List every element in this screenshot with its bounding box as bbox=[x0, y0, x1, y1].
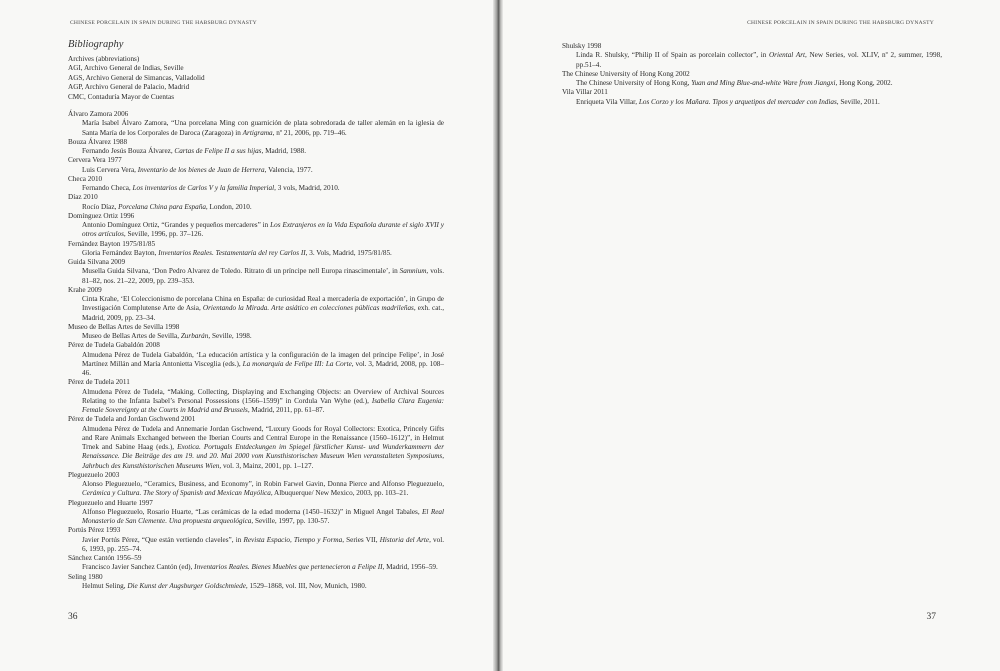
entry-reference: Almudena Pérez de Tudela and Annemarie Jordan Gschwend, “Luxury Goods for Royal Collectors: Exotica, Princely Gifts and Rare Animals Exchanged between the Iberian Courts and Central Europe in the Renaissance (1560–1612)”, in Helmut Trnek and Sabine Haag (eds.), Exotica. Portugals Entdeckungen im Spiegel fürstlicher Kunst- und Wunderkammern der Renaissance. Die Beiträge des am 19. und 20. Mai 2000 vom Kunsthistorischen Museum Wien veranstalteten Symposiums, Jahrbuch des Kunsthistorischen Museums Wien, vol. 3, Mainz, 2001, pp. 1–127. bbox=[82, 424, 444, 470]
book-gutter bbox=[493, 0, 503, 671]
entry-key: Seling 1980 bbox=[68, 572, 103, 581]
entry-reference: Musella Guida Silvana, ‘Don Pedro Alvarez de Toledo. Ritrato di un príncipe nell Europa rinascimentale’, in Samnium, vols. 81–82, nos. 21–22, 2009, pp. 239–353. bbox=[82, 267, 444, 285]
bibliography-entry bbox=[68, 323, 444, 342]
entry-reference: Javier Portús Pérez, “Que están vertiendo claveles”, in Revista Espacio, Tiempo y Forma, Series VII, Historia del Arte, vol. 6, 1993, pp. 255–74. bbox=[82, 535, 445, 553]
bibliography-entry bbox=[68, 240, 444, 259]
entry-reference: Fernando Checa, Los inventarios de Carlos V y la familia Imperial, 3 vols, Madrid, 2010. bbox=[82, 184, 340, 192]
entry-key: Pérez de Tudela and Jordan Gschwend 2001 bbox=[68, 415, 196, 424]
entry-reference: Alonso Pleguezuelo, “Ceramics, Business, and Economy”, in Robin Farwel Gavin, Donna Pierce and Alfonso Pleguezuelo, Cerámica y Cultura. The Story of Spanish and Mexican Mayólica, Albuquerque/ New Mexico, 2003, pp. 103–21. bbox=[82, 480, 444, 498]
entry-key: Shulsky 1998 bbox=[562, 42, 602, 50]
entry-reference: María Isabel Álvaro Zamora, “Una porcelana Ming con guarnición de plata sobredorada de taller alemán en la iglesia de Santa María de los Corporales de Daroca (Zaragoza) in Artigrama, nº 21, 2006, pp. 719–46. bbox=[82, 119, 444, 137]
entry-key: Pleguezuelo and Huarte 1997 bbox=[68, 498, 153, 507]
bibliography-entry bbox=[68, 175, 444, 194]
entry-key: Fernández Bayton 1975/81/85 bbox=[68, 239, 156, 248]
entry-key: Museo de Bellas Artes de Sevilla 1998 bbox=[68, 322, 180, 331]
bibliography-entry bbox=[68, 138, 444, 157]
entry-reference: Rocío Díaz, Porcelana China para España, London, 2010. bbox=[82, 202, 252, 211]
archives-line: Archives (abbreviations) bbox=[68, 55, 140, 63]
entry-reference: Helmut Seling, Die Kunst der Augsburger Goldschmiede, 1529–1868, vol. III, Nov, Munich, 1980. bbox=[82, 581, 367, 590]
entry-reference: Museo de Bellas Artes de Sevilla, Zurbarán, Seville, 1998. bbox=[82, 332, 252, 340]
entry-reference: Francisco Javier Sanchez Cantón (ed), Inventarios Reales. Bienes Muebles que pertenecieron a Felipe II, Madrid, 1956–59. bbox=[82, 563, 438, 572]
entry-key: Sánchez Cantón 1956–59 bbox=[68, 554, 142, 562]
entry-reference: Fernando Jesús Bouza Álvarez, Cartas de Felipe II a sus hijas, Madrid, 1988. bbox=[82, 147, 306, 155]
bibliography-entry bbox=[68, 212, 444, 240]
entry-key: Portús Pérez 1993 bbox=[68, 526, 121, 535]
bibliography-entry bbox=[68, 415, 444, 471]
archives-line: AGP, Archivo General de Palacio, Madrid bbox=[68, 83, 190, 92]
bibliography-entry bbox=[562, 88, 942, 107]
entry-reference: Cinta Krahe, ‘El Coleccionismo de porcelana China en España: de curiosidad Real a mercadería de exportación’, in Grupo de Investigación Complutense Arte de Asia, Orientando la Mirada. Arte asiático en colecciones públicas madrileñas, exh. cat., Madrid, 2009, pp. 23–34. bbox=[82, 295, 444, 322]
page-number: 37 bbox=[926, 612, 936, 622]
entry-key: Álvaro Zamora 2006 bbox=[68, 110, 129, 118]
running-head: CHINESE PORCELAIN IN SPAIN DURING THE HABSBURG DYNASTY bbox=[70, 20, 257, 26]
bibliography-entry bbox=[68, 156, 444, 175]
bibliography-entry bbox=[68, 499, 444, 527]
bibliography-entry bbox=[562, 42, 942, 70]
entry-reference: Gloria Fernández Bayton, Inventarios Reales. Testamentaría del rey Carlos II, 3. Vols, Madrid, 1975/81/85. bbox=[82, 248, 392, 257]
bibliography-entry bbox=[68, 258, 444, 286]
entry-key: Pérez de Tudela Gabaldón 2008 bbox=[68, 341, 160, 350]
bibliography-list bbox=[562, 42, 942, 107]
entry-reference: Almudena Pérez de Tudela, “Making, Collecting, Displaying and Exchanging Objects: an Overview of Archival Sources Relating to the Infanta Isabel’s Personal Possessions (1566–1599)” in Cordula Van Wyhe (ed.), Isabella Clara Eugenia: Female Sovereignty at the Courts in Madrid and Brussels, Madrid, 2011, pp. 61–87. bbox=[82, 387, 444, 414]
entry-key: Guida Silvana 2009 bbox=[68, 258, 126, 266]
entry-reference: Almudena Pérez de Tudela Gabaldón, ‘La educación artística y la configuración de la imagen del príncipe Felipe’, in José Martínez Millán and María Antonietta Visceglia (eds.), La monarquía de Felipe III: La Corte, vol. 3, Madrid, 2008, pp. 108–46. bbox=[82, 350, 444, 377]
bibliography-entry bbox=[68, 573, 444, 592]
archives-line: CMC, Contaduría Mayor de Cuentas bbox=[68, 92, 175, 101]
entry-key: Pleguezuelo 2003 bbox=[68, 470, 120, 479]
bibliography-entry bbox=[68, 193, 444, 212]
bibliography-entry bbox=[68, 554, 444, 573]
entry-reference: The Chinese University of Hong Kong, Yuan and Ming Blue-and-white Ware from Jiangxi, Hong Kong, 2002. bbox=[576, 79, 893, 87]
entry-key: Checa 2010 bbox=[68, 174, 103, 183]
right-page bbox=[500, 0, 1000, 671]
entry-reference: Antonio Domínguez Ortiz, “Grandes y pequeños mercaderes” in Los Extranjeros en la Vida Española durante el siglo XVII y otros artículos, Seville, 1996, pp. 37–126. bbox=[82, 221, 444, 239]
bibliography-list bbox=[68, 110, 444, 591]
entry-reference: Enriqueta Vila Villar, Los Corzo y los Mañara. Tipos y arquetipos del mercader con Indias, Seville, 2011. bbox=[576, 97, 880, 106]
archives-line: AGS, Archivo General de Simancas, Valladolid bbox=[68, 73, 205, 82]
entry-reference: Alfonso Pleguezuelo, Rosario Huarte, “Las cerámicas de la edad moderna (1450–1632)” in Miguel Angel Tabales, El Real Monasterio de San Clemente. Una propuesta arqueológica, Seville, 1997, pp. 130-57. bbox=[82, 507, 444, 525]
entry-key: Krahe 2009 bbox=[68, 285, 102, 294]
bibliography-entry bbox=[68, 286, 444, 323]
page-number: 36 bbox=[68, 612, 78, 622]
bibliography-entry bbox=[68, 526, 444, 554]
archives-list bbox=[68, 55, 448, 102]
bibliography-entry bbox=[68, 471, 444, 499]
bibliography-entry bbox=[68, 378, 444, 415]
entry-reference: Linda R. Shulsky, “Philip II of Spain as porcelain collector”, in Oriental Art, New Series, vol. XLIV, nº 2, summer, 1998, pp.51–4. bbox=[576, 51, 942, 69]
bibliography-entry bbox=[68, 341, 444, 378]
bibliography-heading: Bibliography bbox=[68, 39, 124, 50]
entry-key: Pérez de Tudela 2011 bbox=[68, 378, 130, 387]
entry-key: Domínguez Ortiz 1996 bbox=[68, 211, 135, 220]
archives-line: AGI, Archivo General de Indias, Seville bbox=[68, 64, 184, 73]
left-page bbox=[0, 0, 497, 671]
entry-key: Díaz 2010 bbox=[68, 193, 98, 202]
entry-reference: Luis Cervera Vera, Inventario de los bienes de Juan de Herrera, Valencia, 1977. bbox=[82, 165, 313, 174]
bibliography-entry bbox=[68, 110, 444, 138]
entry-key: Cervera Vera 1977 bbox=[68, 156, 122, 165]
entry-key: Bouza Álvarez 1988 bbox=[68, 137, 128, 146]
entry-key: The Chinese University of Hong Kong 2002 bbox=[562, 69, 690, 78]
bibliography-entry bbox=[562, 70, 942, 89]
entry-key: Vila Villar 2011 bbox=[562, 88, 608, 97]
running-head: CHINESE PORCELAIN IN SPAIN DURING THE HABSBURG DYNASTY bbox=[747, 20, 934, 26]
